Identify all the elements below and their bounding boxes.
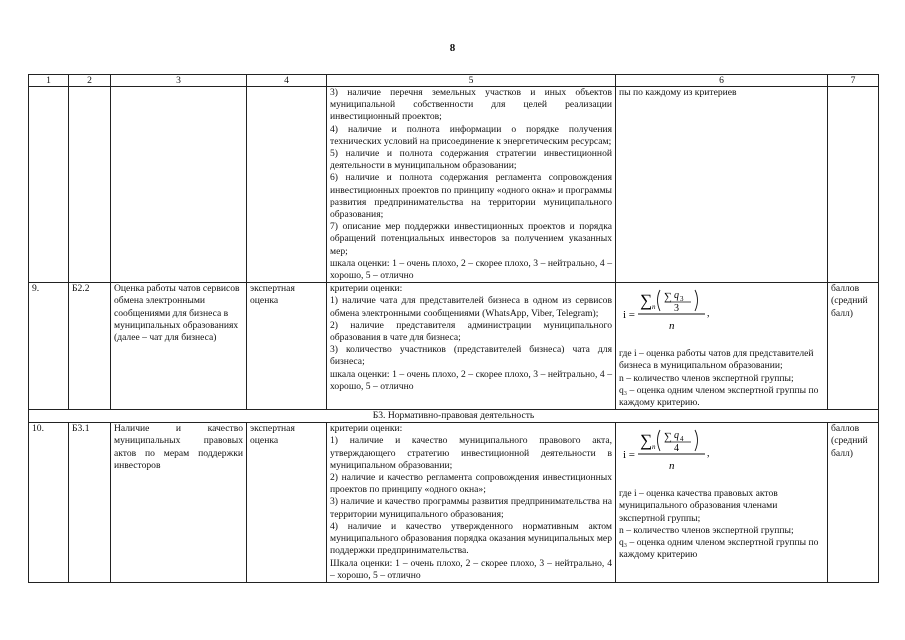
formula-sum-sub: n [652, 443, 656, 452]
formula-sum-outer: ∑ [640, 291, 653, 311]
criteria-cell: критерии оценки: 1) наличие и качество муниципального правового акта, утверждающего стратегию инвестиционной деятельности в муниципальном образовании; 2) наличие и качество регламента сопровождения инвестиционных проектов по принципу «одного окна»; 3) наличие и качество программы развития предпринимательства на территории муниципального образования; 4) наличие и качество утвержденного нормативным актом муниципального образования порядка оказания муниципальных мер поддержки предпринимательства. Шкала оценки: 1 – очень плохо, 2 – скорее плохо, 3 – нейтрально, 4 – хорошо, 5 – отлично [327, 423, 616, 583]
unit-cell: баллов (средний балл) [828, 283, 879, 410]
indicator-code: Б2.2 [69, 283, 111, 410]
formula-den: 4 [674, 443, 679, 455]
formula-tail: , [707, 448, 710, 460]
header-cell: 5 [327, 75, 616, 87]
table-row-10 [29, 423, 879, 583]
formula-lhs: i = [623, 309, 636, 322]
formula-explanation: где i – оценка работы чатов для представителей бизнеса в муниципальном образовании; n – количество членов экспертной группы; q₃ – оценка одним членом экспертной группы по каждому критерию. [619, 348, 819, 409]
calculation-cell [616, 423, 828, 583]
table-row-continued [29, 87, 879, 283]
formula-explanation: где i – оценка качества правовых актов муниципального образования членами экспертной группы; n – количество членов экспертной группы; q₃ – оценка одним членом экспертной группы по каждому критерию [619, 488, 819, 561]
indicator-name: Наличие и качество муниципальных правовых актов по мерам поддержки инвесторов [111, 423, 247, 583]
header-cell: 1 [29, 75, 69, 87]
formula-svg [621, 287, 741, 345]
header-cell: 2 [69, 75, 111, 87]
formula-sum-inner: ∑ [664, 431, 672, 444]
formula-denominator-n: n [669, 460, 675, 473]
criteria-cell: критерии оценки: 1) наличие чата для представителей бизнеса в одном из сервисов обмена электронными сообщениями (WhatsApp, Viber, Telegram); 2) наличие представителя администрации муниципального образования в чате для бизнеса; 3) количество участников (представителей бизнеса) чата для бизнеса; шкала оценки: 1 – очень плохо, 2 – скорее плохо, 3 – нейтрально, 4 – хорошо, 5 – отлично [327, 283, 616, 410]
evaluation-method: экспертная оценка [247, 283, 327, 410]
formula-sum-sub: n [652, 303, 656, 312]
criteria-table [28, 74, 879, 583]
calculation-cell [616, 283, 828, 410]
header-cell: 4 [247, 75, 327, 87]
formula [621, 427, 824, 485]
unit-cell: баллов (средний балл) [828, 423, 879, 583]
formula-svg [621, 427, 741, 485]
column-number-header [29, 75, 879, 87]
criteria-cell: 3) наличие перечня земельных участков и иных объектов муниципальной собственности для целей реализации инвестиционный проектов; 4) наличие и полнота информации о порядке получения технических условий на присоединение к энергетическим ресурсам; 5) наличие и полнота содержания стратегии инвестиционной деятельности в муниципальном образовании; 6) наличие и полнота содержания регламента сопровождения инвестиционных проектов по принципу «одного окна» и программы развития предпринимательства на территории муниципального образования; 7) описание мер поддержки инвестиционных проектов и порядка обращений потенциальных инвесторов за получением указанных мер; шкала оценки: 1 – очень плохо, 2 – скорее плохо, 3 – нейтрально, 4 – хорошо, 5 – отлично [327, 87, 616, 283]
row-number: 9. [29, 283, 69, 410]
formula-sum-outer: ∑ [640, 431, 653, 451]
formula [621, 287, 824, 345]
formula-den: 3 [674, 303, 679, 315]
formula-q-sub: 4 [680, 435, 684, 444]
formula-q: q [674, 430, 679, 442]
header-cell: 7 [828, 75, 879, 87]
header-cell: 6 [616, 75, 828, 87]
table-row-9 [29, 283, 879, 410]
formula-q-sub: 3 [680, 295, 684, 304]
formula-denominator-n: n [669, 320, 675, 333]
evaluation-method: экспертная оценка [247, 423, 327, 583]
section-row [29, 410, 879, 423]
header-cell: 3 [111, 75, 247, 87]
row-number: 10. [29, 423, 69, 583]
indicator-code: Б3.1 [69, 423, 111, 583]
method-cell: пы по каждому из критериев [616, 87, 828, 283]
formula-lhs: i = [623, 449, 636, 462]
formula-tail: , [707, 308, 710, 320]
section-title: Б3. Нормативно-правовая деятельность [29, 410, 879, 423]
formula-q: q [674, 290, 679, 302]
formula-sum-inner: ∑ [664, 291, 672, 304]
page-number: 8 [449, 42, 456, 54]
indicator-name: Оценка работы чатов сервисов обмена электронными сообщениями для бизнеса в муниципальных образованиях (далее – чат для бизнеса) [111, 283, 247, 410]
